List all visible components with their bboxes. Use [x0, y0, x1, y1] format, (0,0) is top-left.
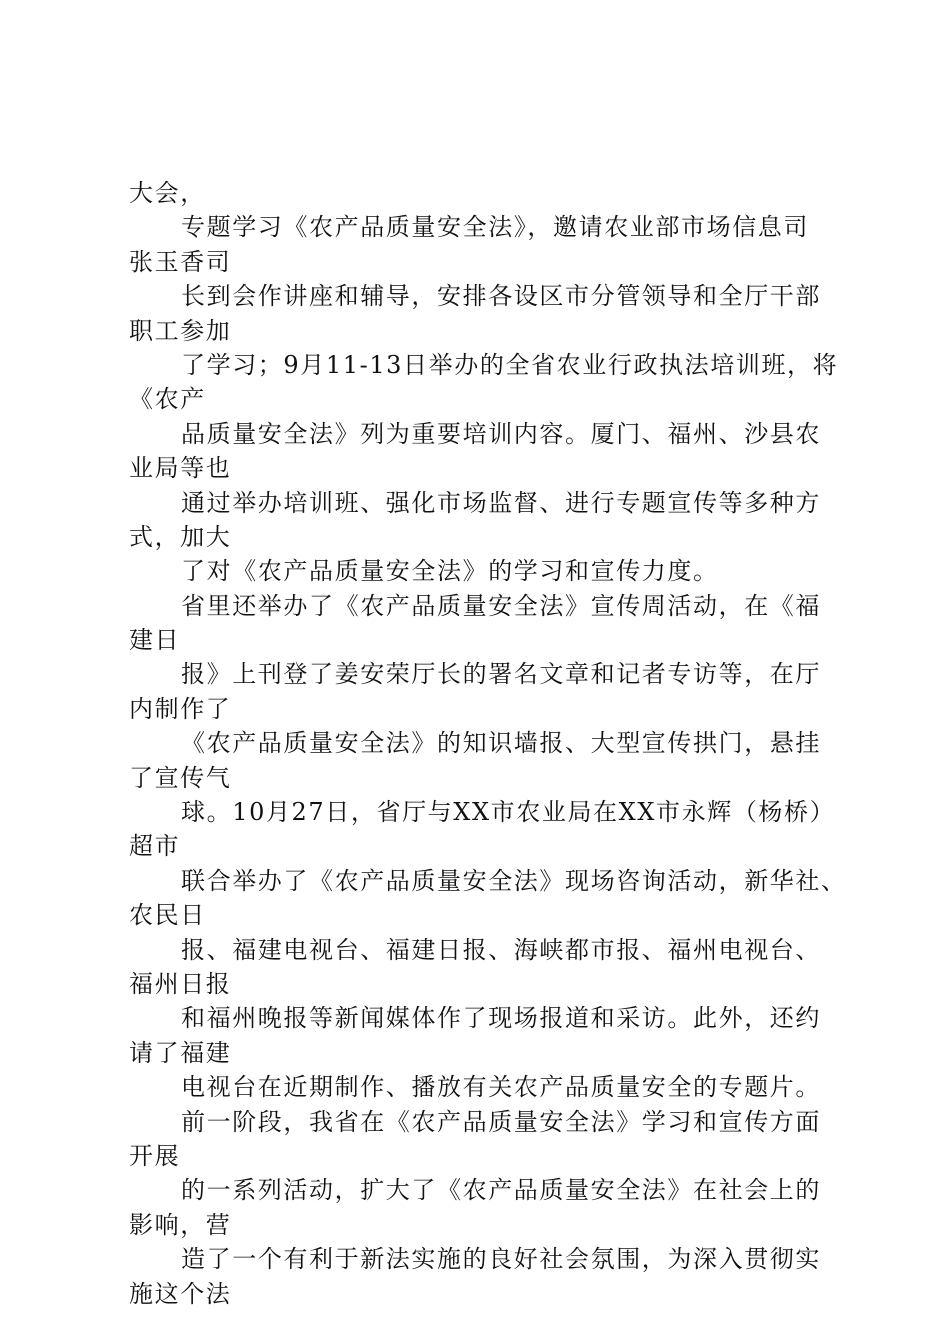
text-line: 和福州晚报等新闻媒体作了现场报道和采访。此外，还约	[181, 1004, 821, 1033]
text-line: 开展	[129, 1141, 181, 1170]
text-line: 的一系列活动，扩大了《农产品质量安全法》在社会上的	[181, 1176, 821, 1205]
text-line: 福州日报	[129, 969, 232, 998]
text-line: 了宣传气	[129, 763, 232, 792]
text-line: 建日	[129, 626, 181, 655]
text-line: 球。10月27日，省厅与XX市农业局在XX市永辉（杨桥）	[181, 798, 836, 827]
text-line: 《农产	[129, 385, 206, 414]
text-line: 农民日	[129, 901, 206, 930]
text-line: 长到会作讲座和辅导，安排各设区市分管领导和全厅干部	[181, 282, 821, 311]
text-line: 超市	[129, 832, 181, 861]
text-line: 造了一个有利于新法实施的良好社会氛围，为深入贯彻实	[181, 1245, 821, 1274]
text-line: 品质量安全法》列为重要培训内容。厦门、福州、沙县农	[181, 419, 821, 448]
text-line: 报》上刊登了姜安荣厅长的署名文章和记者专访等，在厅	[181, 660, 821, 689]
text-line: 了学习；9月11-13日举办的全省农业行政执法培训班，将	[181, 350, 839, 379]
text-line: 联合举办了《农产品质量安全法》现场咨询活动，新华社、	[181, 866, 847, 895]
text-line: 前一阶段，我省在《农产品质量安全法》学习和宣传方面	[181, 1107, 821, 1136]
text-line: 职工参加	[129, 316, 232, 345]
text-line: 请了福建	[129, 1038, 232, 1067]
text-line: 通过举办培训班、强化市场监督、进行专题宣传等多种方	[181, 488, 821, 517]
text-line: 内制作了	[129, 694, 232, 723]
text-line: 影响，营	[129, 1210, 232, 1239]
text-line: 施这个法	[129, 1279, 232, 1308]
text-line: 了对《农产品质量安全法》的学习和宣传力度。	[181, 557, 719, 586]
text-line: 大会，	[129, 179, 206, 207]
text-line: 省里还举办了《农产品质量安全法》宣传周活动，在《福	[181, 591, 821, 620]
text-line: 报、福建电视台、福建日报、海峡都市报、福州电视台、	[181, 935, 821, 964]
text-line: 张玉香司	[129, 247, 232, 276]
document-body	[129, 176, 849, 1311]
text-line: 式，加大	[129, 522, 232, 551]
text-line: 电视台在近期制作、播放有关农产品质量安全的专题片。	[181, 1073, 821, 1102]
text-line: 业局等也	[129, 454, 232, 483]
text-line: 专题学习《农产品质量安全法》，邀请农业部市场信息司	[181, 213, 809, 242]
text-line: 《农产品质量安全法》的知识墙报、大型宣传拱门，悬挂	[181, 729, 821, 758]
